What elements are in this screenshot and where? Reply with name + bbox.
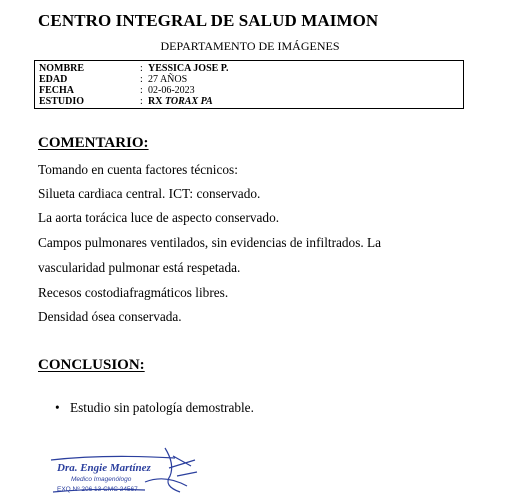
bullet-icon: •	[55, 400, 60, 415]
info-label: ESTUDIO	[39, 96, 85, 107]
comment-line: vascularidad pulmonar está respetada.	[38, 260, 241, 275]
info-label: FECHA	[39, 85, 74, 96]
clinic-title: CENTRO INTEGRAL DE SALUD MAIMON	[38, 11, 379, 30]
study-view: TORAX PA	[164, 96, 213, 107]
comment-line: Campos pulmonares ventilados, sin evidencias de infiltrados. La	[38, 235, 382, 250]
study-prefix: RX	[148, 96, 165, 107]
study-date: 02-06-2023	[148, 85, 195, 96]
info-separator: :	[140, 85, 143, 96]
department-label: DEPARTAMENTO DE IMÁGENES	[160, 39, 340, 53]
doctor-signature-stamp	[45, 446, 215, 500]
comment-line: Silueta cardiaca central. ICT: conservado.	[38, 186, 261, 201]
conclusion-text: Estudio sin patología demostrable.	[70, 400, 254, 415]
patient-age: 27 AÑOS	[148, 74, 188, 85]
signature-title: Medico Imagenólogo	[71, 476, 132, 483]
info-separator: :	[140, 74, 143, 85]
info-separator: :	[140, 63, 143, 74]
patient-name: YESSICA JOSE P.	[148, 63, 229, 74]
comment-line: Tomando en cuenta factores técnicos:	[38, 162, 238, 177]
patient-info-box	[34, 60, 464, 109]
signature-name: Dra. Engie Martínez	[57, 462, 151, 474]
comment-line: Densidad ósea conservada.	[38, 309, 182, 324]
comentario-heading: COMENTARIO:	[38, 135, 149, 151]
study-type	[148, 96, 213, 107]
info-label: EDAD	[39, 74, 68, 85]
comment-line: La aorta torácica luce de aspecto conservado.	[38, 210, 280, 225]
conclusion-heading: CONCLUSION:	[38, 357, 145, 373]
signature-exq: EXQ Nº 206 13 CMC 24567	[57, 486, 138, 493]
comment-line: Recesos costodiafragmáticos libres.	[38, 285, 229, 300]
department-name	[0, 39, 500, 54]
info-separator: :	[140, 96, 143, 107]
info-label: NOMBRE	[39, 63, 84, 74]
